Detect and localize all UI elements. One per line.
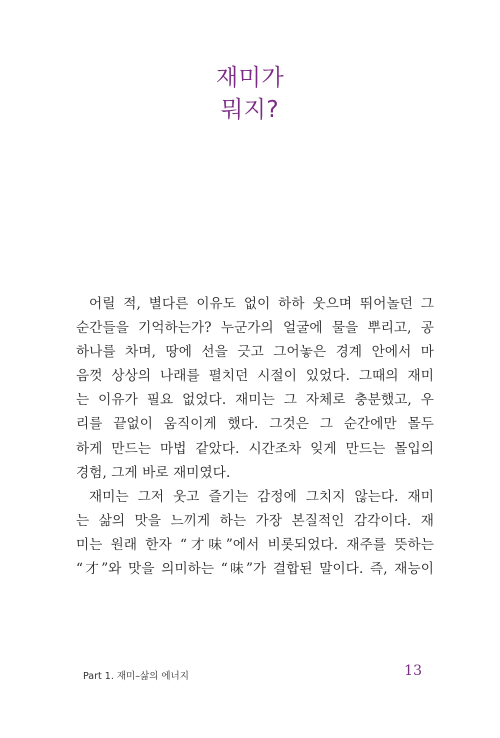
body-line: 재미는 그저 웃고 즐기는 감정에 그치지 않는다. 재미 <box>89 488 434 505</box>
body-line: 리를 끝없이 움직이게 했다. 그것은 그 순간에만 몰두 <box>76 416 434 433</box>
running-head: Part 1. 재미–삶의 에너지 <box>83 671 189 682</box>
chapter-title-line-2: 뭐지? <box>220 97 280 123</box>
chapter-title-line-1: 재미가 <box>215 65 285 91</box>
page-number: 13 <box>404 663 422 679</box>
body-line: “才”와 맛을 의미하는 “味”가 결합된 말이다. 즉, 재능이 <box>76 561 434 578</box>
body-line: 음껏 상상의 나래를 펼치던 시절이 있었다. 그때의 재미 <box>76 368 434 385</box>
chapter-title <box>0 62 500 126</box>
body-line: 어릴 적, 별다른 이유도 없이 하하 웃으며 뛰어놀던 그 <box>89 296 434 312</box>
body-line: 는 이유가 필요 없었다. 재미는 그 자체로 충분했고, 우 <box>76 392 434 409</box>
body-line: 하게 만드는 마법 같았다. 시간조차 잊게 만드는 몰입의 <box>76 440 434 457</box>
body-line: 하나를 차며, 땅에 선을 긋고 그어놓은 경계 안에서 마 <box>76 344 434 361</box>
body-line: 순간들을 기억하는가? 누군가의 얼굴에 물을 뿌리고, 공 <box>76 320 434 337</box>
body-text <box>76 292 434 581</box>
body-line: 경험, 그게 바로 재미였다. <box>76 464 231 481</box>
body-line: 는 삶의 맛을 느끼게 하는 가장 본질적인 감각이다. 재 <box>76 512 434 529</box>
body-line: 미는 원래 한자 “才味”에서 비롯되었다. 재주를 뜻하는 <box>76 536 434 553</box>
